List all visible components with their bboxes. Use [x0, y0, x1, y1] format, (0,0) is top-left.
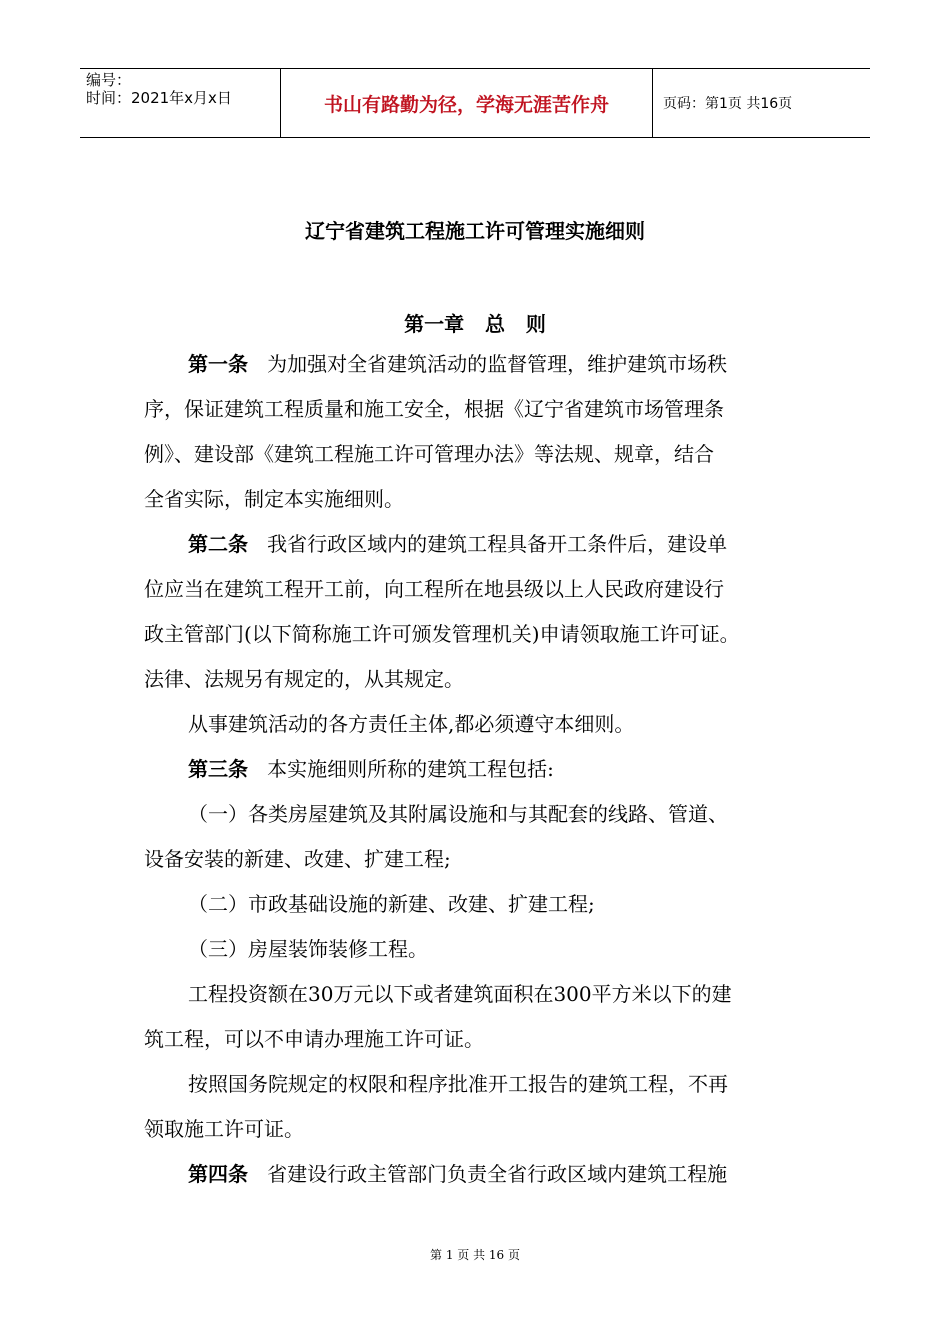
body-line: 法律、法规另有规定的，从其规定。 — [144, 667, 464, 691]
body-line: 第三条 本实施细则所称的建筑工程包括: — [188, 757, 554, 781]
body-line: 从事建筑活动的各方责任主体,都必须遵守本细则。 — [188, 712, 635, 736]
body-line: （三）房屋装饰装修工程。 — [188, 937, 428, 961]
document-title: 辽宁省建筑工程施工许可管理实施细则 — [305, 219, 645, 243]
body-line: 第二条 我省行政区域内的建筑工程具备开工条件后，建设单 — [188, 532, 728, 556]
article-label: 第二条 — [188, 532, 248, 556]
article-label: 第四条 — [188, 1162, 248, 1186]
page-header — [80, 68, 870, 138]
body-line: 按照国务院规定的权限和程序批准开工报告的建筑工程，不再 — [188, 1072, 728, 1096]
chapter-heading: 第一章 总 则 — [404, 312, 546, 336]
body-line: 工程投资额在30万元以下或者建筑面积在300平方米以下的建 — [188, 982, 732, 1006]
header-page-info: 页码：第1页 共16页 — [663, 96, 793, 112]
document-number-label: 编号： — [86, 71, 132, 89]
body-line: 第四条 省建设行政主管部门负责全省行政区域内建筑工程施 — [188, 1162, 728, 1186]
body-line: 例》、建设部《建筑工程施工许可管理办法》等法规、规章，结合 — [144, 442, 714, 466]
body-line: （一）各类房屋建筑及其附属设施和与其配套的线路、管道、 — [188, 802, 728, 826]
body-line: 序，保证建筑工程质量和施工安全，根据《辽宁省建筑市场管理条 — [144, 397, 724, 421]
document-date-label: 时间：2021年x月x日 — [86, 89, 232, 107]
body-line: 领取施工许可证。 — [144, 1117, 304, 1141]
header-meta — [80, 69, 280, 137]
article-label: 第一条 — [188, 352, 248, 376]
body-line: 筑工程，可以不申请办理施工许可证。 — [144, 1027, 484, 1051]
article-label: 第三条 — [188, 757, 248, 781]
body-line: （二）市政基础设施的新建、改建、扩建工程; — [188, 892, 595, 916]
body-line: 位应当在建筑工程开工前，向工程所在地县级以上人民政府建设行 — [144, 577, 724, 601]
body-line: 设备安装的新建、改建、扩建工程; — [144, 847, 451, 871]
body-line: 全省实际，制定本实施细则。 — [144, 487, 404, 511]
page-footer: 第 1 页 共 16 页 — [430, 1248, 520, 1262]
header-motto: 书山有路勤为径，学海无涯苦作舟 — [280, 69, 653, 137]
body-line: 政主管部门(以下简称施工许可颁发管理机关)申请领取施工许可证。 — [144, 622, 740, 646]
body-line: 第一条 为加强对全省建筑活动的监督管理，维护建筑市场秩 — [188, 352, 728, 376]
